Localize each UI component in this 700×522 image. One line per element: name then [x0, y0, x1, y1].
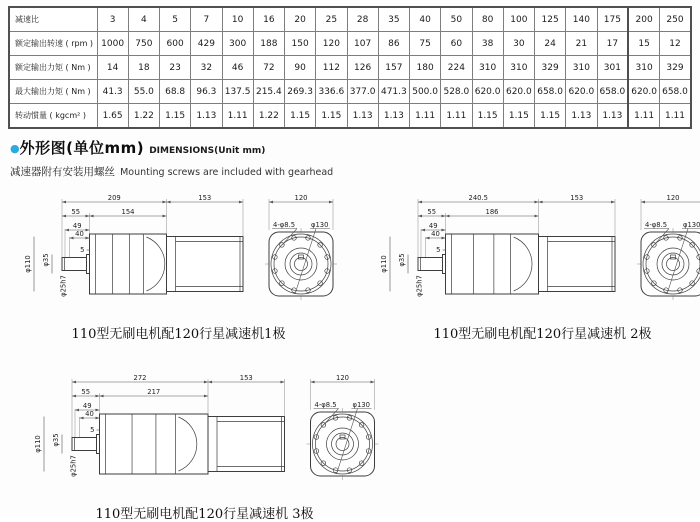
- spec-cell: 1.11: [660, 104, 692, 129]
- dim-shaft-diameter: φ25h7: [415, 275, 424, 297]
- drawing-1-figure: [16, 186, 341, 322]
- dim-body-length: 217: [147, 388, 161, 396]
- dim-motor-length: 153: [239, 374, 253, 382]
- ratio-value: 125: [535, 7, 566, 32]
- spec-cell: 14: [97, 56, 128, 80]
- dim-5: 5: [80, 246, 85, 254]
- section-title-en: DIMENSIONS(Unit mm): [149, 146, 266, 156]
- spec-cell: 1.15: [535, 104, 566, 129]
- ratio-value: 20: [285, 7, 316, 32]
- drawing-2-caption: 110型无刷电机配120行星减速机 2极: [433, 327, 652, 342]
- dim-40: 40: [431, 230, 440, 238]
- spec-cell: 72: [253, 56, 284, 80]
- spec-cell: 55.0: [128, 80, 159, 104]
- section-note-en: Mounting screws are included with gearhead: [120, 167, 334, 178]
- dim-mount-holes: 4-φ8.5: [645, 221, 668, 229]
- dim-5: 5: [436, 246, 441, 254]
- spec-cell: 75: [410, 32, 441, 56]
- section-heading: [10, 137, 265, 158]
- spec-cell: 377.0: [347, 80, 378, 104]
- ratio-value: 16: [253, 7, 284, 32]
- dim-40: 40: [85, 410, 94, 418]
- dimension-drawing: [16, 186, 341, 318]
- spec-row-label: 转动惯量 ( kgcm² ): [9, 104, 97, 129]
- spec-cell: 658.0: [660, 80, 692, 104]
- spec-cell: 1.13: [378, 104, 409, 129]
- dim-boss-diameter: φ35: [52, 433, 60, 447]
- dim-total-length: 272: [133, 374, 147, 382]
- ratio-header-label: 减速比: [9, 7, 97, 32]
- ratio-value: 10: [222, 7, 253, 32]
- dim-5: 5: [90, 426, 95, 434]
- spec-cell: 126: [347, 56, 378, 80]
- spec-cell: 30: [503, 32, 534, 56]
- dim-49: 49: [82, 402, 92, 410]
- dim-boss-diameter: φ35: [42, 253, 50, 267]
- spec-cell: 1.11: [222, 104, 253, 129]
- spec-cell: 600: [160, 32, 191, 56]
- spec-cell: 1.15: [316, 104, 347, 129]
- dim-49: 49: [72, 222, 82, 230]
- dim-body-length: 186: [485, 208, 499, 216]
- spec-cell: 24: [535, 32, 566, 56]
- dim-40: 40: [75, 230, 84, 238]
- ratio-value: 3: [97, 7, 128, 32]
- dim-flange-square: 120: [666, 194, 680, 202]
- dim-flange-square: 120: [294, 194, 308, 202]
- dim-front-length: 55: [81, 388, 91, 396]
- spec-cell: 96.3: [191, 80, 222, 104]
- dim-shaft-diameter: φ25h7: [69, 455, 78, 477]
- spec-cell: 1.11: [628, 104, 659, 129]
- spec-cell: 1.13: [347, 104, 378, 129]
- ratio-value: 175: [597, 7, 628, 32]
- ratio-value: 5: [160, 7, 191, 32]
- spec-cell: 1.22: [128, 104, 159, 129]
- drawing-3-figure: [26, 366, 383, 502]
- spec-cell: 157: [378, 56, 409, 80]
- spec-cell: 1.11: [410, 104, 441, 129]
- dim-bolt-circle: φ130: [311, 221, 329, 229]
- ratio-value: 200: [628, 7, 659, 32]
- spec-cell: 1.15: [503, 104, 534, 129]
- ratio-value: 4: [128, 7, 159, 32]
- spec-row-label: 额定输出力矩 ( Nm ): [9, 56, 97, 80]
- dim-motor-length: 153: [570, 194, 584, 202]
- spec-cell: 329: [660, 56, 692, 80]
- ratio-value: 7: [191, 7, 222, 32]
- spec-cell: 12: [660, 32, 692, 56]
- section-note-cn: 减速器附有安装用螺丝: [10, 166, 115, 178]
- dim-mount-holes: 4-φ8.5: [314, 401, 337, 409]
- section-note: [10, 160, 333, 179]
- spec-cell: 1.13: [597, 104, 628, 129]
- spec-cell: 471.3: [378, 80, 409, 104]
- dim-49: 49: [428, 222, 438, 230]
- dim-front-length: 55: [427, 208, 437, 216]
- spec-cell: 310: [503, 56, 534, 80]
- spec-row-label: 额定输出转速 ( rpm ): [9, 32, 97, 56]
- spec-cell: 620.0: [566, 80, 597, 104]
- spec-cell: 310: [628, 56, 659, 80]
- drawing-3-caption: 110型无刷电机配120行星减速机 3极: [95, 507, 314, 522]
- dim-bolt-circle: φ130: [683, 221, 700, 229]
- spec-cell: 269.3: [285, 80, 316, 104]
- spec-cell: 38: [472, 32, 503, 56]
- spec-cell: 224: [441, 56, 472, 80]
- spec-cell: 1.22: [253, 104, 284, 129]
- drawing-1: [16, 186, 341, 342]
- spec-cell: 1.11: [441, 104, 472, 129]
- spec-cell: 17: [597, 32, 628, 56]
- ratio-value: 25: [316, 7, 347, 32]
- spec-cell: 41.3: [97, 80, 128, 104]
- spec-cell: 500.0: [410, 80, 441, 104]
- spec-cell: 15: [628, 32, 659, 56]
- spec-cell: 300: [222, 32, 253, 56]
- spec-row-label: 最大输出力矩 ( Nm ): [9, 80, 97, 104]
- spec-cell: 620.0: [472, 80, 503, 104]
- spec-cell: 1.13: [566, 104, 597, 129]
- dim-flange-diameter: φ110: [380, 255, 388, 273]
- spec-cell: 336.6: [316, 80, 347, 104]
- spec-cell: 112: [316, 56, 347, 80]
- dim-front-length: 55: [71, 208, 81, 216]
- ratio-value: 28: [347, 7, 378, 32]
- spec-cell: 1000: [97, 32, 128, 56]
- spec-cell: 137.5: [222, 80, 253, 104]
- spec-cell: 1.13: [191, 104, 222, 129]
- dim-flange-diameter: φ110: [24, 255, 32, 273]
- dim-total-length: 240.5: [468, 194, 488, 202]
- spec-cell: 32: [191, 56, 222, 80]
- ratio-value: 80: [472, 7, 503, 32]
- ratio-value: 40: [410, 7, 441, 32]
- ratio-value: 100: [503, 7, 534, 32]
- dimension-drawing: [372, 186, 700, 318]
- spec-cell: 429: [191, 32, 222, 56]
- spec-cell: 620.0: [628, 80, 659, 104]
- spec-cell: 528.0: [441, 80, 472, 104]
- spec-cell: 1.15: [285, 104, 316, 129]
- dim-motor-length: 153: [198, 194, 212, 202]
- spec-cell: 90: [285, 56, 316, 80]
- spec-cell: 310: [566, 56, 597, 80]
- ratio-value: 35: [378, 7, 409, 32]
- dim-bolt-circle: φ130: [352, 401, 370, 409]
- spec-cell: 658.0: [535, 80, 566, 104]
- spec-cell: 658.0: [597, 80, 628, 104]
- dim-flange-diameter: φ110: [34, 435, 42, 453]
- spec-cell: 750: [128, 32, 159, 56]
- spec-cell: 310: [472, 56, 503, 80]
- spec-cell: 68.8: [160, 80, 191, 104]
- dim-mount-holes: 4-φ8.5: [273, 221, 296, 229]
- spec-cell: 301: [597, 56, 628, 80]
- spec-cell: 107: [347, 32, 378, 56]
- spec-cell: 150: [285, 32, 316, 56]
- dim-flange-square: 120: [336, 374, 349, 382]
- ratio-value: 50: [441, 7, 472, 32]
- drawing-1-caption: 110型无刷电机配120行星减速机1极: [71, 327, 286, 342]
- spec-cell: 120: [316, 32, 347, 56]
- spec-table: [8, 6, 692, 129]
- bullet-icon: ●: [10, 142, 20, 155]
- spec-cell: 46: [222, 56, 253, 80]
- dim-boss-diameter: φ35: [398, 253, 406, 267]
- spec-cell: 23: [160, 56, 191, 80]
- dimension-drawing: [26, 366, 383, 498]
- section-title-cn: 外形图(单位mm): [19, 139, 145, 157]
- spec-cell: 60: [441, 32, 472, 56]
- spec-cell: 21: [566, 32, 597, 56]
- dim-shaft-diameter: φ25h7: [59, 275, 68, 297]
- drawing-2: [372, 186, 700, 342]
- spec-cell: 180: [410, 56, 441, 80]
- spec-cell: 1.65: [97, 104, 128, 129]
- spec-cell: 1.15: [160, 104, 191, 129]
- spec-cell: 86: [378, 32, 409, 56]
- spec-cell: 1.15: [472, 104, 503, 129]
- drawing-3: [26, 366, 383, 522]
- spec-cell: 620.0: [503, 80, 534, 104]
- ratio-value: 140: [566, 7, 597, 32]
- drawing-2-figure: [372, 186, 700, 322]
- ratio-value: 250: [660, 7, 692, 32]
- dim-total-length: 209: [107, 194, 121, 202]
- spec-cell: 215.4: [253, 80, 284, 104]
- spec-cell: 329: [535, 56, 566, 80]
- spec-cell: 188: [253, 32, 284, 56]
- dim-body-length: 154: [121, 208, 135, 216]
- spec-cell: 18: [128, 56, 159, 80]
